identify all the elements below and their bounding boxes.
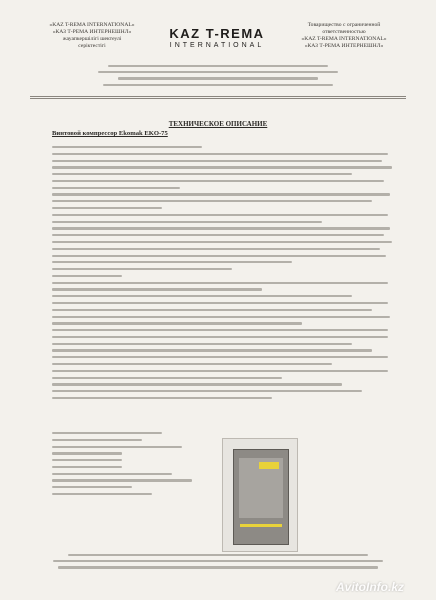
site-watermark: AvitoInfo.kz — [336, 580, 404, 594]
header-left-line: «КАЗ Т-РЕМА ИНТЕРНЕШНЛ» — [52, 29, 132, 35]
document-subtitle: Винтовой компрессор Ekomak EKO-75 — [52, 130, 168, 137]
compressor-cabinet — [233, 449, 289, 545]
header-right-line: «KAZ T-REMA INTERNATIONAL» — [301, 36, 387, 42]
header-right-line: «КАЗ Т-РЕМА ИНТЕРНЕШНЛ» — [304, 43, 384, 49]
logo-mark: KAZ T-REMA — [169, 26, 265, 41]
footer-bank-details — [36, 554, 400, 573]
document-title: ТЕХНИЧЕСКОЕ ОПИСАНИЕ — [168, 120, 268, 128]
eko-label — [259, 462, 279, 469]
header-right-line: Товарищество с ограниченной — [307, 22, 381, 28]
compressor-photo — [222, 438, 298, 552]
header-left-line: жауапкершілігі шектеулі — [62, 36, 122, 42]
company-name-russian — [284, 22, 404, 50]
header-left-line: серіктестігі — [78, 43, 106, 49]
logo-subtitle: INTERNATIONAL — [169, 42, 265, 49]
company-name-kazakh — [32, 22, 152, 50]
company-address-block — [90, 65, 346, 90]
company-logo — [150, 26, 284, 49]
header-left-line: «KAZ T-REMA INTERNATIONAL» — [49, 22, 135, 28]
header-divider-2 — [30, 98, 406, 99]
technical-specs — [52, 432, 212, 500]
header-divider — [30, 96, 406, 97]
header-right-line: ответственностью — [322, 29, 366, 35]
body-text — [52, 146, 392, 404]
